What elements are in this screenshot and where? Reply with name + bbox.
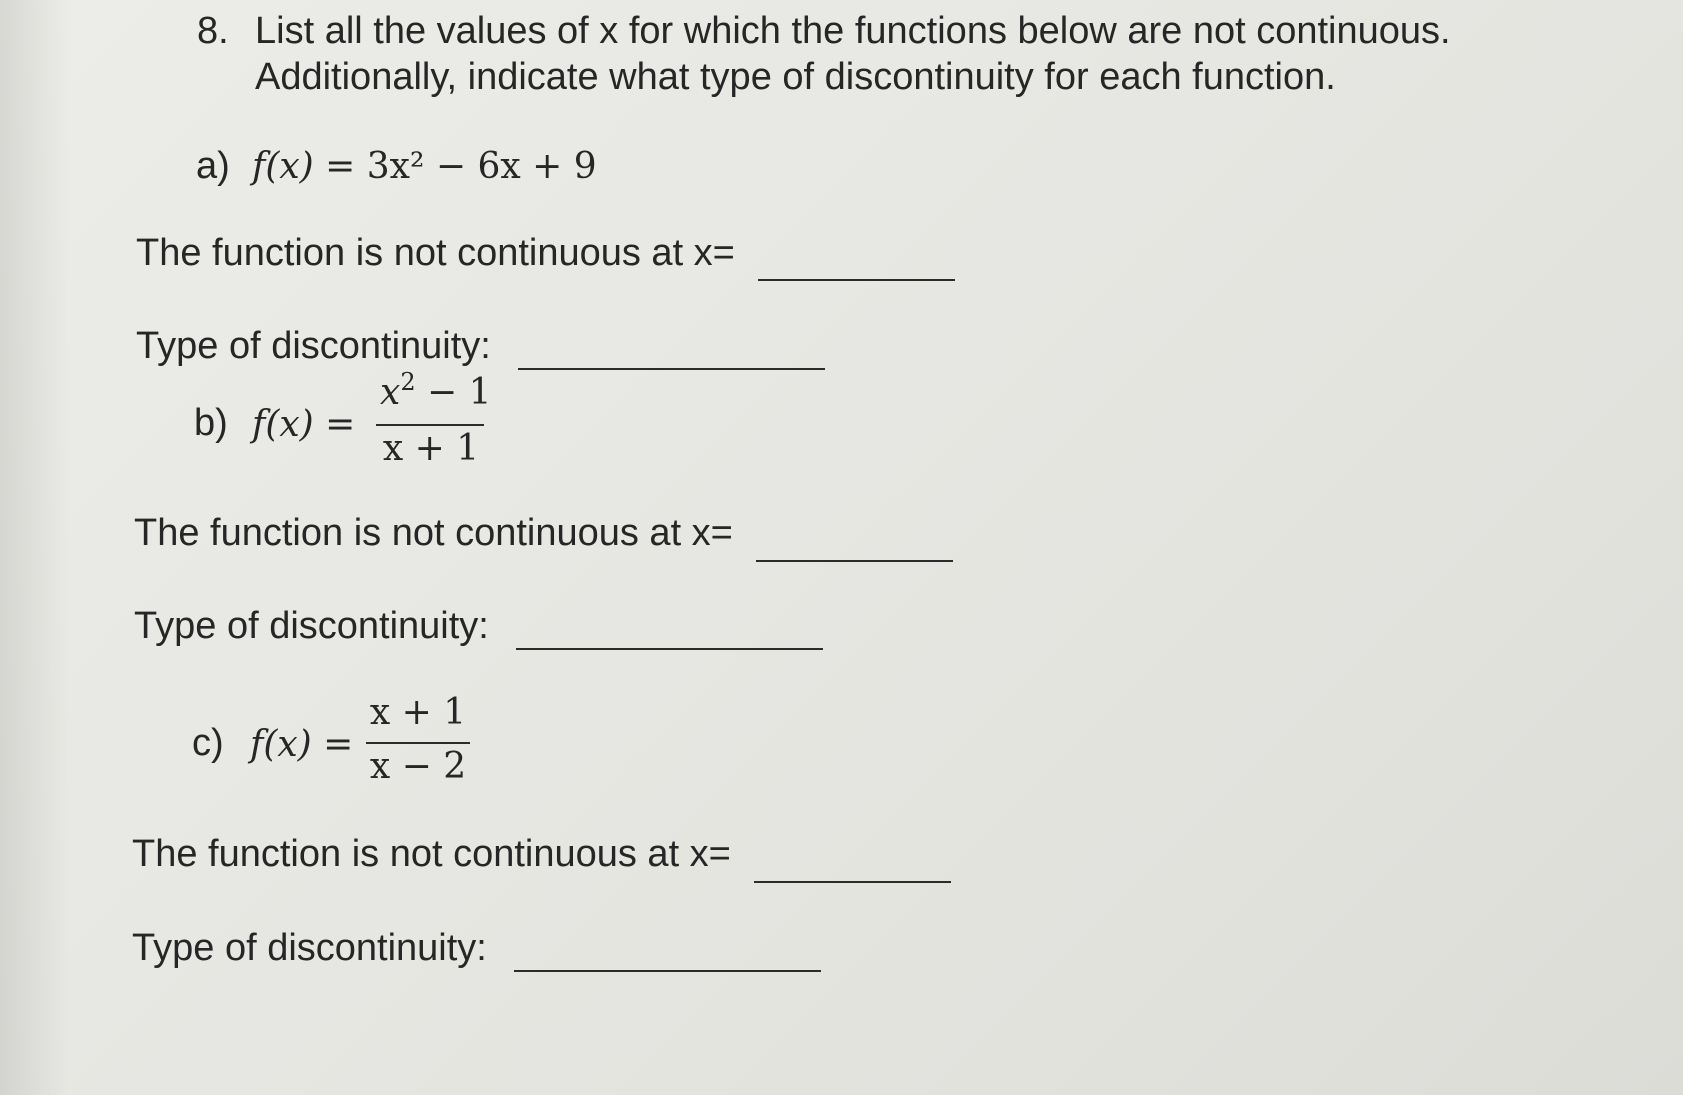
part-c-not-continuous-prompt: The function is not continuous at x= xyxy=(132,833,731,875)
part-a-equation xyxy=(252,146,597,187)
part-a-type-prompt: Type of discontinuity: xyxy=(136,325,491,367)
part-c-type-prompt: Type of discontinuity: xyxy=(132,927,487,969)
part-c-x-answer-blank[interactable] xyxy=(754,881,951,883)
part-b-denominator: x + 1 xyxy=(382,428,480,469)
part-c-fraction-bar xyxy=(366,742,470,744)
part-a-expression: 3x² − 6x + 9 xyxy=(366,146,597,187)
part-b-not-continuous-prompt: The function is not continuous at x= xyxy=(134,512,733,554)
question-line-1: List all the values of x for which the functions below are not continuous. xyxy=(255,10,1451,52)
photo-edge-shadow xyxy=(0,0,70,1095)
part-b-lhs: f(x) = xyxy=(252,404,356,445)
part-a-label: a) xyxy=(196,145,230,187)
part-c-label: c) xyxy=(192,722,224,764)
part-b-type-prompt: Type of discontinuity: xyxy=(134,605,489,647)
part-b-numerator: $x^2 - 1$ xyxy=(380,368,492,413)
part-b-type-answer-blank[interactable] xyxy=(516,648,823,650)
part-a-x-answer-blank[interactable] xyxy=(758,279,955,281)
part-a-type-answer-blank[interactable] xyxy=(518,368,825,370)
question-line-2: Additionally, indicate what type of discontinuity for each function. xyxy=(255,56,1336,98)
part-b-fraction-bar xyxy=(376,424,484,426)
part-c-numerator: x + 1 xyxy=(369,692,467,733)
part-a-lhs: f(x) = xyxy=(252,146,356,187)
part-c-lhs: f(x) = xyxy=(250,724,354,765)
part-c-denominator: x − 2 xyxy=(369,746,467,787)
part-b-x-answer-blank[interactable] xyxy=(756,560,953,562)
part-c-type-answer-blank[interactable] xyxy=(514,970,821,972)
part-b-label: b) xyxy=(194,402,228,444)
part-a-not-continuous-prompt: The function is not continuous at x= xyxy=(136,232,735,274)
question-number: 8. xyxy=(197,10,229,52)
